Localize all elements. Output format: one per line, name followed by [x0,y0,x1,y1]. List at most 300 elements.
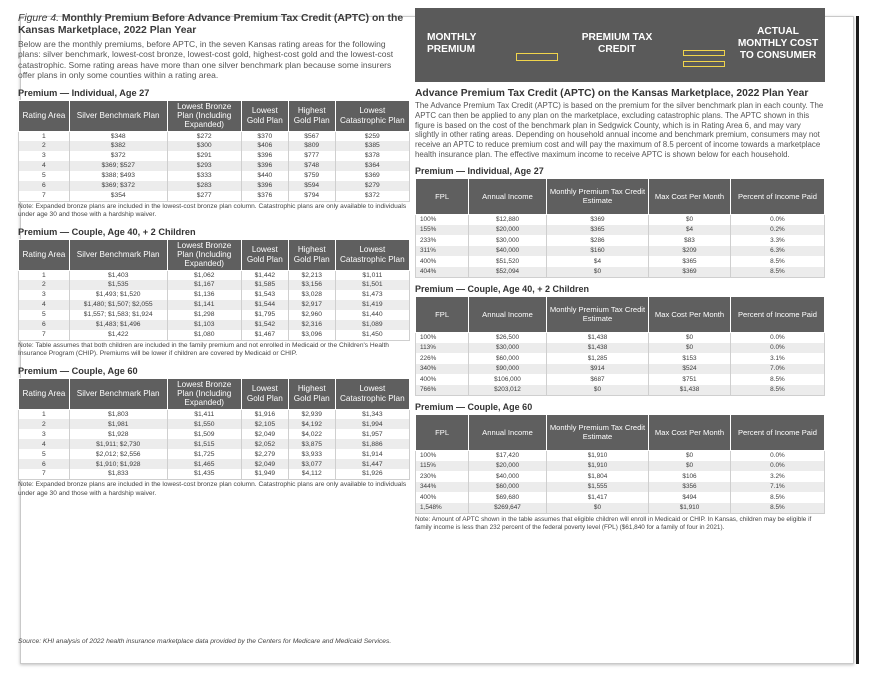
table-cell: $300 [167,141,241,151]
equals-sign-top-icon [683,50,725,56]
column-header: Annual Income [469,178,547,214]
column-header: Lowest Catastrophic Plan [335,378,409,409]
table-cell: $1,535 [69,280,167,290]
table-cell: $1,914 [335,449,409,459]
table-cell: $2,049 [241,459,288,469]
column-header: Annual Income [469,414,547,450]
table-row [19,310,410,320]
table-cell: $60,000 [469,482,547,493]
table-header-row [416,296,825,332]
table-cell: 5 [19,449,70,459]
table-cell: $1,438 [649,385,731,396]
table-row [19,151,410,161]
table-cell: $2,049 [241,429,288,439]
table-row [19,330,410,340]
table-cell: $0 [546,503,648,514]
figure-intro: Below are the monthly premiums, before APTC, in the seven Kansas rating areas for the following plans: silver benchmark, lowest-cost bronze, lowest-cost gold, highest-cost gold and the lowest-cost catastrophic. Some rating areas have more than one silver benchmark plan because some insurers offer plans in only some counties within a rating area. [18,39,394,81]
table-cell: $277 [167,191,241,201]
table-cell: 7.0% [730,364,824,375]
table-cell: $369 [649,267,731,278]
table-cell: 4 [19,161,70,171]
table-cell: 8.5% [730,267,824,278]
table-cell: $106,000 [469,374,547,385]
table-cell: $0 [649,214,731,225]
table-cell: $1,949 [241,469,288,479]
table-row [19,290,410,300]
table-cell: 766% [416,385,469,396]
table-row [416,353,825,364]
table-cell: $283 [167,181,241,191]
table-cell: $809 [288,141,335,151]
table-row [416,374,825,385]
premium-table [18,100,410,202]
table-row [19,270,410,280]
table-cell: $1,442 [241,270,288,280]
left-tables [18,88,410,498]
table-cell: $3,077 [288,459,335,469]
table-row [416,385,825,396]
table-cell: 155% [416,225,469,236]
table-cell: 3 [19,290,70,300]
table-cell: $4,192 [288,419,335,429]
column-header: Rating Area [19,378,70,409]
table-cell: $40,000 [469,246,547,257]
table-row [19,320,410,330]
table-cell: $0 [649,450,731,461]
table-cell: $365 [649,256,731,267]
table-cell: $1,804 [546,471,648,482]
column-header: Annual Income [469,296,547,332]
column-header: Percent of Income Paid [730,296,824,332]
table-header-row [416,414,825,450]
column-header: Lowest Catastrophic Plan [335,239,409,270]
column-header: Monthly Premium Tax Credit Estimate [546,178,648,214]
formula-banner [415,8,825,82]
table-cell: $1,136 [167,290,241,300]
table-cell: 4 [19,300,70,310]
table-title: Premium — Individual, Age 27 [18,87,150,98]
table-cell: $1,011 [335,270,409,280]
table-cell: $1,957 [335,429,409,439]
table-cell: $376 [241,191,288,201]
table-row [19,459,410,469]
table-cell: 6 [19,459,70,469]
table-cell: $30,000 [469,235,547,246]
column-header: Highest Gold Plan [288,239,335,270]
table-cell: $1,557; $1,583; $1,924 [69,310,167,320]
table-row [19,280,410,290]
table-cell: $372 [69,151,167,161]
table-cell: 0.0% [730,450,824,461]
table-cell: $372 [335,191,409,201]
table-cell: $1,467 [241,330,288,340]
table-cell: $3,933 [288,449,335,459]
table-row [416,492,825,503]
table-cell: 0.0% [730,343,824,354]
table-cell: 1 [19,270,70,280]
table-cell: 400% [416,374,469,385]
table-cell: $396 [241,161,288,171]
table-cell: $1,585 [241,280,288,290]
aptc-note: Note: Amount of APTC shown in the table assumes that eligible children will enroll in Medicaid or CHIP. In Kansas, children may be eligible if family income is less than 232 percent of the federal poverty level (FPL) ($61,840 for a family of four in 2021). [415,515,812,531]
table-header-row [19,239,410,270]
table-header-row [19,100,410,131]
table-cell: 344% [416,482,469,493]
column-header: Monthly Premium Tax Credit Estimate [546,296,648,332]
table-cell: $388; $493 [69,171,167,181]
table-cell: $2,316 [288,320,335,330]
table-cell: $4 [649,225,731,236]
table-cell: $0 [546,385,648,396]
column-header: Lowest Gold Plan [241,378,288,409]
table-cell: 8.5% [730,503,824,514]
table-cell: $1,440 [335,310,409,320]
table-cell: $83 [649,235,731,246]
table-cell: $2,939 [288,409,335,419]
table-cell: 7 [19,191,70,201]
table-cell: $69,680 [469,492,547,503]
table-cell: $1,926 [335,469,409,479]
table-cell: $2,012; $2,556 [69,449,167,459]
table-cell: $364 [335,161,409,171]
table-cell: $1,795 [241,310,288,320]
table-cell: $1,555 [546,482,648,493]
table-cell: $1,833 [69,469,167,479]
table-cell: $687 [546,374,648,385]
table-cell: $1,910 [649,503,731,514]
table-cell: $369; $372 [69,181,167,191]
aptc-table [415,178,825,278]
table-row [416,482,825,493]
table-cell: $0 [649,461,731,472]
column-header: Silver Benchmark Plan [69,100,167,131]
premium-table [18,378,410,480]
table-cell: 0.0% [730,332,824,343]
column-header: Rating Area [19,100,70,131]
table-cell: $1,928 [69,429,167,439]
table-cell: $51,520 [469,256,547,267]
table-row [416,461,825,472]
table-cell: $1,450 [335,330,409,340]
table-cell: $1,480; $1,507; $2,055 [69,300,167,310]
table-cell: $1,493; $1,520 [69,290,167,300]
column-header: Silver Benchmark Plan [69,239,167,270]
table-cell: 100% [416,214,469,225]
column-header: Silver Benchmark Plan [69,378,167,409]
table-cell: $396 [241,151,288,161]
table-cell: $30,000 [469,343,547,354]
table-cell: $370 [241,131,288,141]
table-row [19,171,410,181]
table-cell: $1,103 [167,320,241,330]
table-cell: $1,285 [546,353,648,364]
table-row [19,469,410,479]
table-cell: $1,403 [69,270,167,280]
table-cell: 2 [19,280,70,290]
table-cell: $20,000 [469,461,547,472]
table-cell: $40,000 [469,471,547,482]
table-cell: $1,062 [167,270,241,280]
table-cell: $1,910 [546,461,648,472]
table-cell: $12,880 [469,214,547,225]
table-cell: 7.1% [730,482,824,493]
column-header: Highest Gold Plan [288,100,335,131]
table-cell: $567 [288,131,335,141]
table-cell: 340% [416,364,469,375]
column-header: Monthly Premium Tax Credit Estimate [546,414,648,450]
table-cell: $1,298 [167,310,241,320]
table-row [416,225,825,236]
table-row [416,332,825,343]
table-cell: $286 [546,235,648,246]
column-header: Lowest Bronze Plan (Including Expanded) [167,378,241,409]
table-cell: $2,917 [288,300,335,310]
table-cell: $1,803 [69,409,167,419]
table-row [19,300,410,310]
column-header: Percent of Income Paid [730,414,824,450]
table-cell: $2,213 [288,270,335,280]
table-title: Premium — Couple, Age 40, + 2 Children [18,226,196,237]
aptc-intro: The Advance Premium Tax Credit (APTC) is based on the premium for the silver benchmark plan in each county. The APTC can then be applied to any plan on the marketplace, excluding catastrophic plans. The APTC shown in this figure is based on the cost of the benchmark plan in Sedgwick County, which is in Rating Area 6, and may vary slightly in other rating areas. Depending on household annual income and benchmark premium, consumers may not receive an APTC to reduce premium cost and will pay the maximum of 8.5 percent of income towards a marketplace health insurance plan. The effective maximum income to receive APTC is shown below for each household. [415,101,824,159]
table-cell: $369; $527 [69,161,167,171]
table-cell: $3,156 [288,280,335,290]
column-header: Max Cost Per Month [649,414,731,450]
table-cell: $794 [288,191,335,201]
premium-table [18,239,410,341]
table-cell: $1,141 [167,300,241,310]
table-cell: $60,000 [469,353,547,364]
table-cell: $209 [649,246,731,257]
table-cell: $1,515 [167,439,241,449]
table-cell: $279 [335,181,409,191]
table-cell: $1,422 [69,330,167,340]
premium-tax-credit-label: PREMIUM TAX CREDIT [581,32,653,55]
column-header: Lowest Gold Plan [241,239,288,270]
table-cell: $406 [241,141,288,151]
figure-title [18,13,410,37]
table-cell: $1,911; $2,730 [69,439,167,449]
table-title: Premium — Couple, Age 60 [415,401,533,412]
right-tables [415,166,825,514]
table-cell: $293 [167,161,241,171]
table-row [416,450,825,461]
table-row [19,429,410,439]
table-cell: $1,343 [335,409,409,419]
column-header: Max Cost Per Month [649,296,731,332]
aptc-table [415,414,825,514]
table-note: Note: Table assumes that both children are included in the family premium and not enrolled in Medicaid or the Children's Health Insurance Program (CHIP). Premiums will be lower if children are covered by Medicaid or CHIP. [18,342,389,358]
table-cell: 2 [19,419,70,429]
table-cell: $291 [167,151,241,161]
table-cell: 8.5% [730,492,824,503]
table-cell: $1,447 [335,459,409,469]
table-cell: $1,886 [335,439,409,449]
figure-label: Figure 4. [18,13,60,24]
table-row [416,214,825,225]
table-cell: $1,167 [167,280,241,290]
aptc-table [415,296,825,396]
aptc-title: Advance Premium Tax Credit (APTC) on the Kansas Marketplace, 2022 Plan Year [415,88,809,99]
table-cell: $1,544 [241,300,288,310]
table-cell: $440 [241,171,288,181]
table-row [19,141,410,151]
table-cell: $385 [335,141,409,151]
table-cell: 3.1% [730,353,824,364]
table-title: Premium — Individual, Age 27 [415,165,544,176]
minus-sign-icon [516,53,558,61]
table-cell: 5 [19,310,70,320]
column-header: Lowest Catastrophic Plan [335,100,409,131]
table-cell: 400% [416,492,469,503]
table-cell: $160 [546,246,648,257]
table-cell: 0.0% [730,461,824,472]
column-header: Highest Gold Plan [288,378,335,409]
table-cell: $1,438 [546,332,648,343]
table-cell: $378 [335,151,409,161]
table-note: Note: Expanded bronze plans are included in the lowest-cost bronze plan column. Catastrophic plans are only available to individuals under age 30 and those with a hardship waiver. [18,481,407,497]
table-cell: 100% [416,450,469,461]
table-cell: $17,420 [469,450,547,461]
table-row [416,364,825,375]
table-cell: $594 [288,181,335,191]
table-cell: $2,960 [288,310,335,320]
figure-title-text: Monthly Premium Before Advance Premium Tax Credit (APTC) on the Kansas Marketplace, 2022 Plan Year [18,13,404,36]
table-cell: $52,094 [469,267,547,278]
table-row [416,471,825,482]
table-cell: 1 [19,409,70,419]
table-row [416,256,825,267]
table-row [416,267,825,278]
column-header: Percent of Income Paid [730,178,824,214]
table-cell: $1,916 [241,409,288,419]
table-cell: 6 [19,181,70,191]
table-cell: $4,112 [288,469,335,479]
table-cell: $20,000 [469,225,547,236]
table-cell: $0 [546,267,648,278]
table-cell: 400% [416,256,469,267]
table-cell: 8.5% [730,374,824,385]
table-cell: $153 [649,353,731,364]
table-cell: $751 [649,374,731,385]
table-cell: 3 [19,151,70,161]
table-cell: 3.3% [730,235,824,246]
table-cell: 6 [19,320,70,330]
column-header: Lowest Bronze Plan (Including Expanded) [167,239,241,270]
table-row [19,181,410,191]
table-cell: 8.5% [730,256,824,267]
table-cell: $1,550 [167,419,241,429]
table-row [416,235,825,246]
table-cell: $354 [69,191,167,201]
table-title: Premium — Couple, Age 60 [18,365,138,376]
table-row [19,419,410,429]
table-cell: $1,542 [241,320,288,330]
table-cell: $2,105 [241,419,288,429]
column-header: Lowest Gold Plan [241,100,288,131]
table-cell: 113% [416,343,469,354]
table-cell: 115% [416,461,469,472]
table-cell: $1,473 [335,290,409,300]
table-cell: $369 [546,214,648,225]
aptc-section [415,8,825,532]
table-cell: 311% [416,246,469,257]
table-cell: 226% [416,353,469,364]
table-cell: 233% [416,235,469,246]
table-cell: $203,012 [469,385,547,396]
table-cell: $3,875 [288,439,335,449]
table-row [19,409,410,419]
table-cell: $1,417 [546,492,648,503]
table-cell: $1,981 [69,419,167,429]
table-cell: $272 [167,131,241,141]
table-title: Premium — Couple, Age 40, + 2 Children [415,283,589,294]
column-header: Max Cost Per Month [649,178,731,214]
monthly-premium-label: MONTHLY PREMIUM [427,32,477,55]
table-cell: $3,096 [288,330,335,340]
table-cell: $1,483; $1,496 [69,320,167,330]
table-cell: $269,647 [469,503,547,514]
table-cell: 1 [19,131,70,141]
table-row [19,439,410,449]
table-cell: $1,910; $1,928 [69,459,167,469]
table-cell: $26,500 [469,332,547,343]
table-cell: 4 [19,439,70,449]
table-cell: $369 [335,171,409,181]
table-cell: 3.2% [730,471,824,482]
table-cell: $365 [546,225,648,236]
column-header: FPL [416,414,469,450]
table-cell: $396 [241,181,288,191]
table-cell: $1,910 [546,450,648,461]
table-cell: $3,028 [288,290,335,300]
table-cell: $259 [335,131,409,141]
table-cell: $4 [546,256,648,267]
table-header-row [19,378,410,409]
table-cell: $748 [288,161,335,171]
table-cell: $494 [649,492,731,503]
table-cell: 2 [19,141,70,151]
table-cell: 6.3% [730,246,824,257]
table-row [416,246,825,257]
table-row [416,503,825,514]
table-cell: $1,080 [167,330,241,340]
table-cell: 100% [416,332,469,343]
table-cell: $348 [69,131,167,141]
table-cell: $0 [649,332,731,343]
table-cell: $1,725 [167,449,241,459]
table-cell: $759 [288,171,335,181]
table-note: Note: Expanded bronze plans are included in the lowest-cost bronze plan column. Catastrophic plans are only available to individuals under age 30 and those with a hardship waiver. [18,202,407,219]
table-cell: $777 [288,151,335,161]
table-cell: 7 [19,469,70,479]
table-cell: $1,994 [335,419,409,429]
table-cell: $4,022 [288,429,335,439]
table-cell: $382 [69,141,167,151]
source-note: Source: KHI analysis of 2022 health insurance marketplace data provided by the Centers for Medicare and Medicaid Services. [18,638,392,645]
table-cell: 3 [19,429,70,439]
column-header: Rating Area [19,239,70,270]
table-row [19,191,410,201]
table-cell: 0.0% [730,214,824,225]
table-cell: 5 [19,171,70,181]
premium-before-aptc-section [18,13,410,498]
table-row [19,161,410,171]
table-cell: $1,419 [335,300,409,310]
table-cell: 404% [416,267,469,278]
table-row [19,449,410,459]
table-cell: 230% [416,471,469,482]
table-cell: $1,435 [167,469,241,479]
